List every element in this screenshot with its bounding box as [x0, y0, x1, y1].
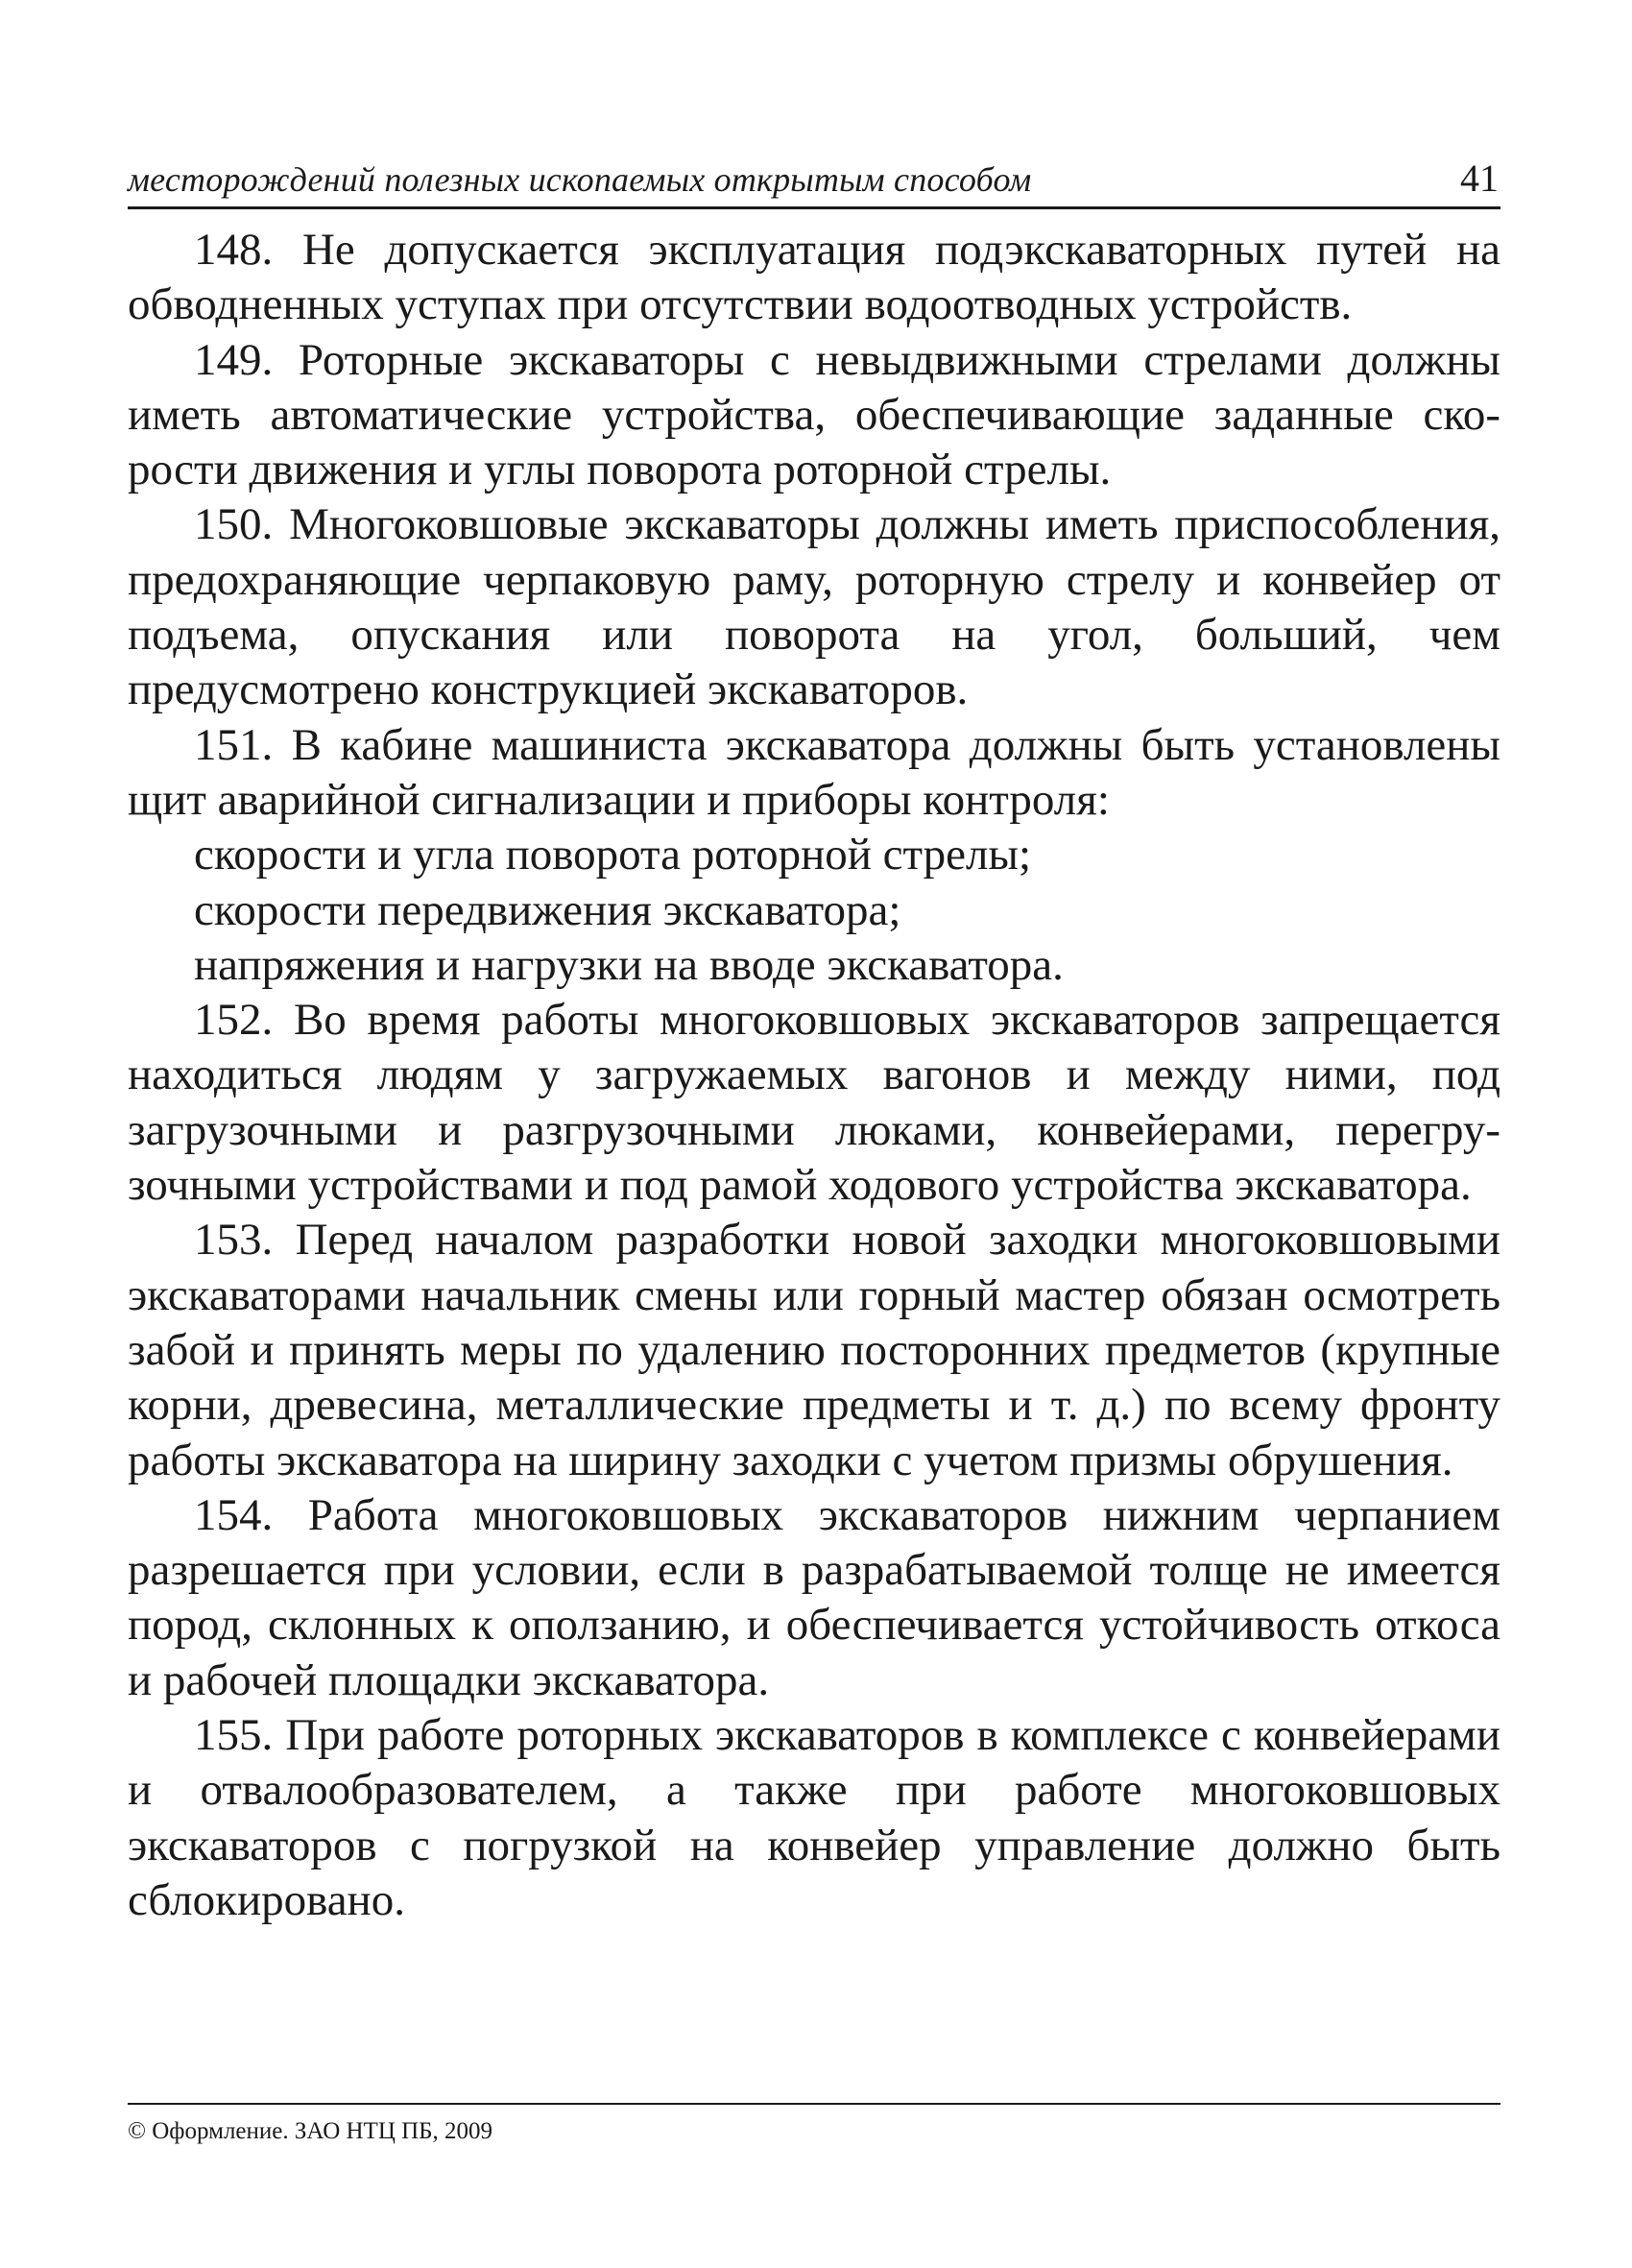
list-item: скорости и угла поворота роторной стрелы; [194, 830, 1032, 881]
footer [128, 2103, 1500, 2145]
paragraph-151: 151. В кабине машиниста экскаватора должны быть установлены щит аварийной сигнализации и приборы контроля: [128, 719, 1500, 825]
running-header [128, 154, 1500, 209]
copyright-notice: © Оформление. ЗАО НТЦ ПБ, 2009 [128, 2118, 493, 2144]
body-text [128, 223, 1500, 1928]
paragraph-155: 155. При работе роторных экскаваторов в комплексе с конвейерами и отвалообразователем, а также при работе многоковшовых экскаваторов с погрузкой на конвейер управление должно быть сблокировано. [128, 1710, 1500, 1925]
running-title: месторождений полезных ископаемых открытым способом [128, 160, 1032, 199]
paragraph-149: 149. Роторные экскаваторы с невыдвижными стрелами должны иметь автоматические устройства, обеспечивающие заданные скорости движения и углы поворота роторной стрелы. [128, 334, 1500, 495]
paragraph-153: 153. Перед началом разработки новой заходки многоковшовыми экскаваторами начальник смены или горный мастер обязан осмотреть забой и принять меры по удалению посторонних предметов (крупные корни, древесина, металлические предметы и т. д.) по всему фронту работы экскаватора на ширину заходки с учетом призмы обрушения. [128, 1215, 1500, 1485]
list-item: напряжения и нагрузки на вводе экскаватора. [194, 939, 1064, 990]
paragraph-150: 150. Многоковшовые экскаваторы должны иметь приспособления, предохраняющие черпаковую раму, роторную стрелу и конвейер от подъема, опускания или поворота на угол, больший, чем предусмотрено конструкцией экскаваторов. [128, 499, 1500, 715]
paragraph-148: 148. Не допускается эксплуатация подэкскаваторных путей на обводненных уступах при отсутствии водоотводных устройств. [128, 225, 1500, 330]
list-item: скорости передвижения экскаватора; [194, 884, 901, 935]
paragraph-152: 152. Во время работы многоковшовых экскаваторов запрещается находиться людям у загружаемых вагонов и между ними, под загрузочными и разгрузочными люками, конвейерами, перегрузочными устройствами и под рамой ходового устройства экскаватора. [128, 995, 1500, 1211]
paragraph-154: 154. Работа многоковшовых экскаваторов нижним черпанием разрешается при условии, если в разрабатываемой толще не имеется пород, склонных к оползанию, и обеспечивается устойчивость откоса и рабочей площадки экскаватора. [128, 1489, 1500, 1705]
page-number: 41 [1460, 157, 1499, 200]
